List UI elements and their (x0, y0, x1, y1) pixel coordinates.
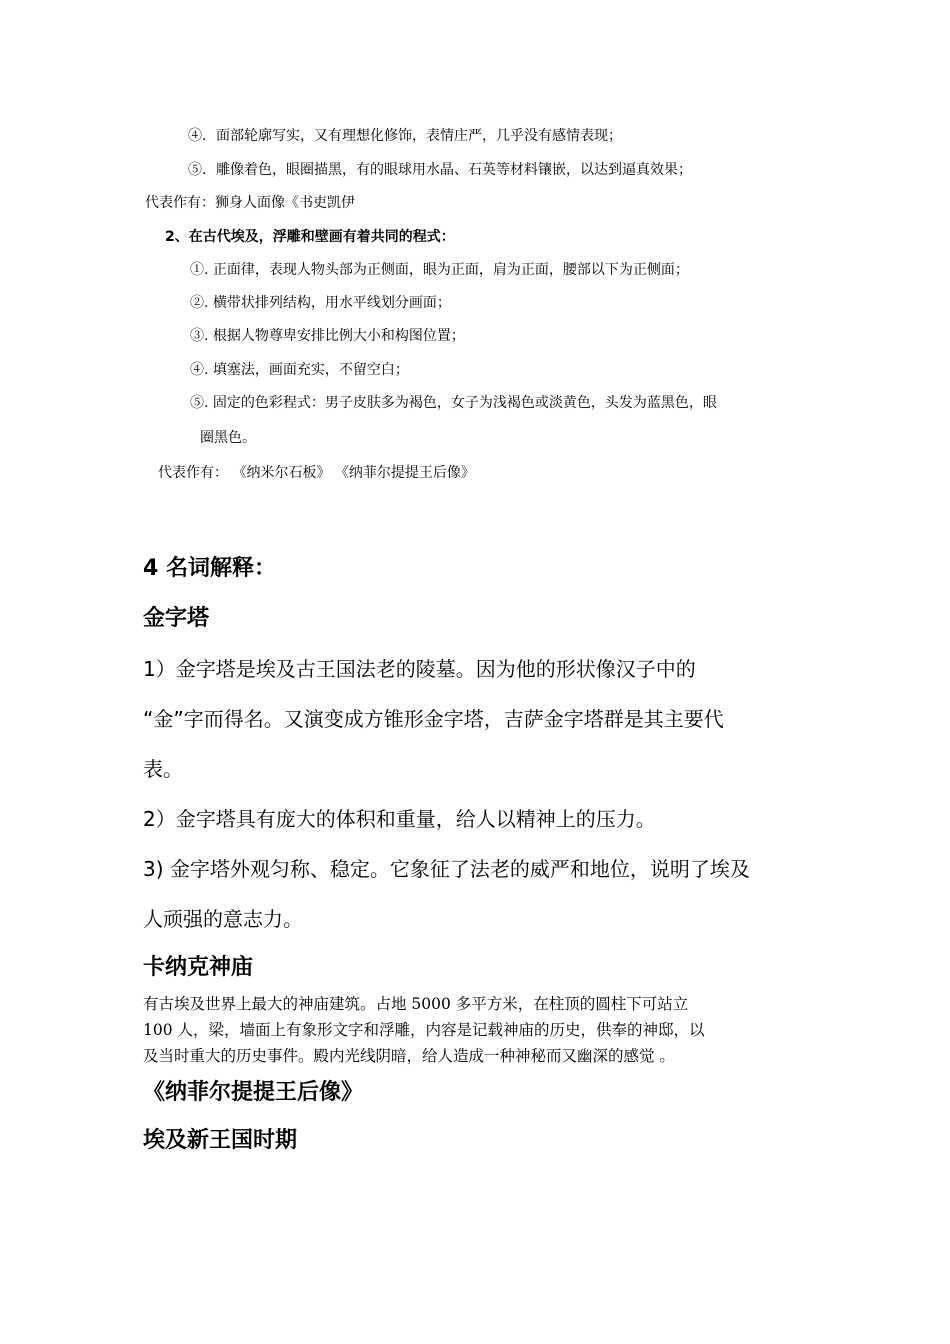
section-heading: 2、在古代埃及，浮雕和壁画有着共同的程式： (165, 229, 455, 245)
convention-item: ②. 横带状排列结构，用水平线划分画面； (190, 295, 451, 311)
term-text-line: 1）金字塔是埃及古王国法老的陵墓。因为他的形状像汉子中的 (143, 657, 696, 681)
convention-item: ①. 正面律，表现人物头部为正侧面，眼为正面，肩为正面，腰部以下为正侧面； (190, 262, 689, 278)
term-text-line: 及当时重大的历史事件。殿内光线阴暗，给人造成一种神秘而又幽深的感觉 。 (143, 1047, 675, 1065)
term-text-line: 表。 (143, 757, 183, 781)
representative-works-line: 代表作有： 《纳米尔石板》 《纳菲尔提提王后像》 (158, 465, 475, 481)
term-title: 《纳菲尔提提王后像》 (143, 1080, 364, 1105)
term-text-line: 3) 金字塔外观匀称、稳定。它象征了法老的威严和地位，说明了埃及 (143, 857, 750, 881)
feature-item: ④．面部轮廓写实，又有理想化修饰，表情庄严，几乎没有感情表现； (188, 128, 622, 144)
term-title: 金字塔 (143, 606, 210, 631)
term-text-line: 2）金字塔具有庞大的体积和重量，给人以精神上的压力。 (143, 807, 656, 831)
convention-item: ④. 填塞法，画面充实，不留空白； (190, 362, 409, 378)
term-text-line: “金”字而得名。又演变成方锥形金字塔，吉萨金字塔群是其主要代 (143, 707, 724, 731)
convention-item-continued: 圈黑色。 (200, 430, 256, 446)
convention-item: ⑤. 固定的色彩程式：男子皮肤多为褐色，女子为浅褐色或淡黄色，头发为蓝黑色，眼 (190, 395, 717, 411)
convention-item: ③. 根据人物尊卑安排比例大小和构图位置； (190, 328, 465, 344)
term-text-line: 有古埃及世界上最大的神庙建筑。占地 5000 多平方米，在柱顶的圆柱下可站立 (143, 995, 689, 1013)
term-subtitle: 埃及新王国时期 (143, 1128, 298, 1153)
term-text-line: 人顽强的意志力。 (143, 907, 303, 931)
section-heading: 4 名词解释： (143, 556, 276, 581)
feature-item: ⑤．雕像着色，眼圈描黑，有的眼球用水晶、石英等材料镶嵌，以达到逼真效果； (188, 162, 692, 178)
term-title: 卡纳克神庙 (143, 955, 254, 980)
term-text-line: 100 人，梁，墙面上有象形文字和浮雕，内容是记载神庙的历史，供奉的神邸，以 (143, 1021, 705, 1039)
representative-works-line: 代表作有：狮身人面像《书吏凯伊 (145, 195, 355, 211)
